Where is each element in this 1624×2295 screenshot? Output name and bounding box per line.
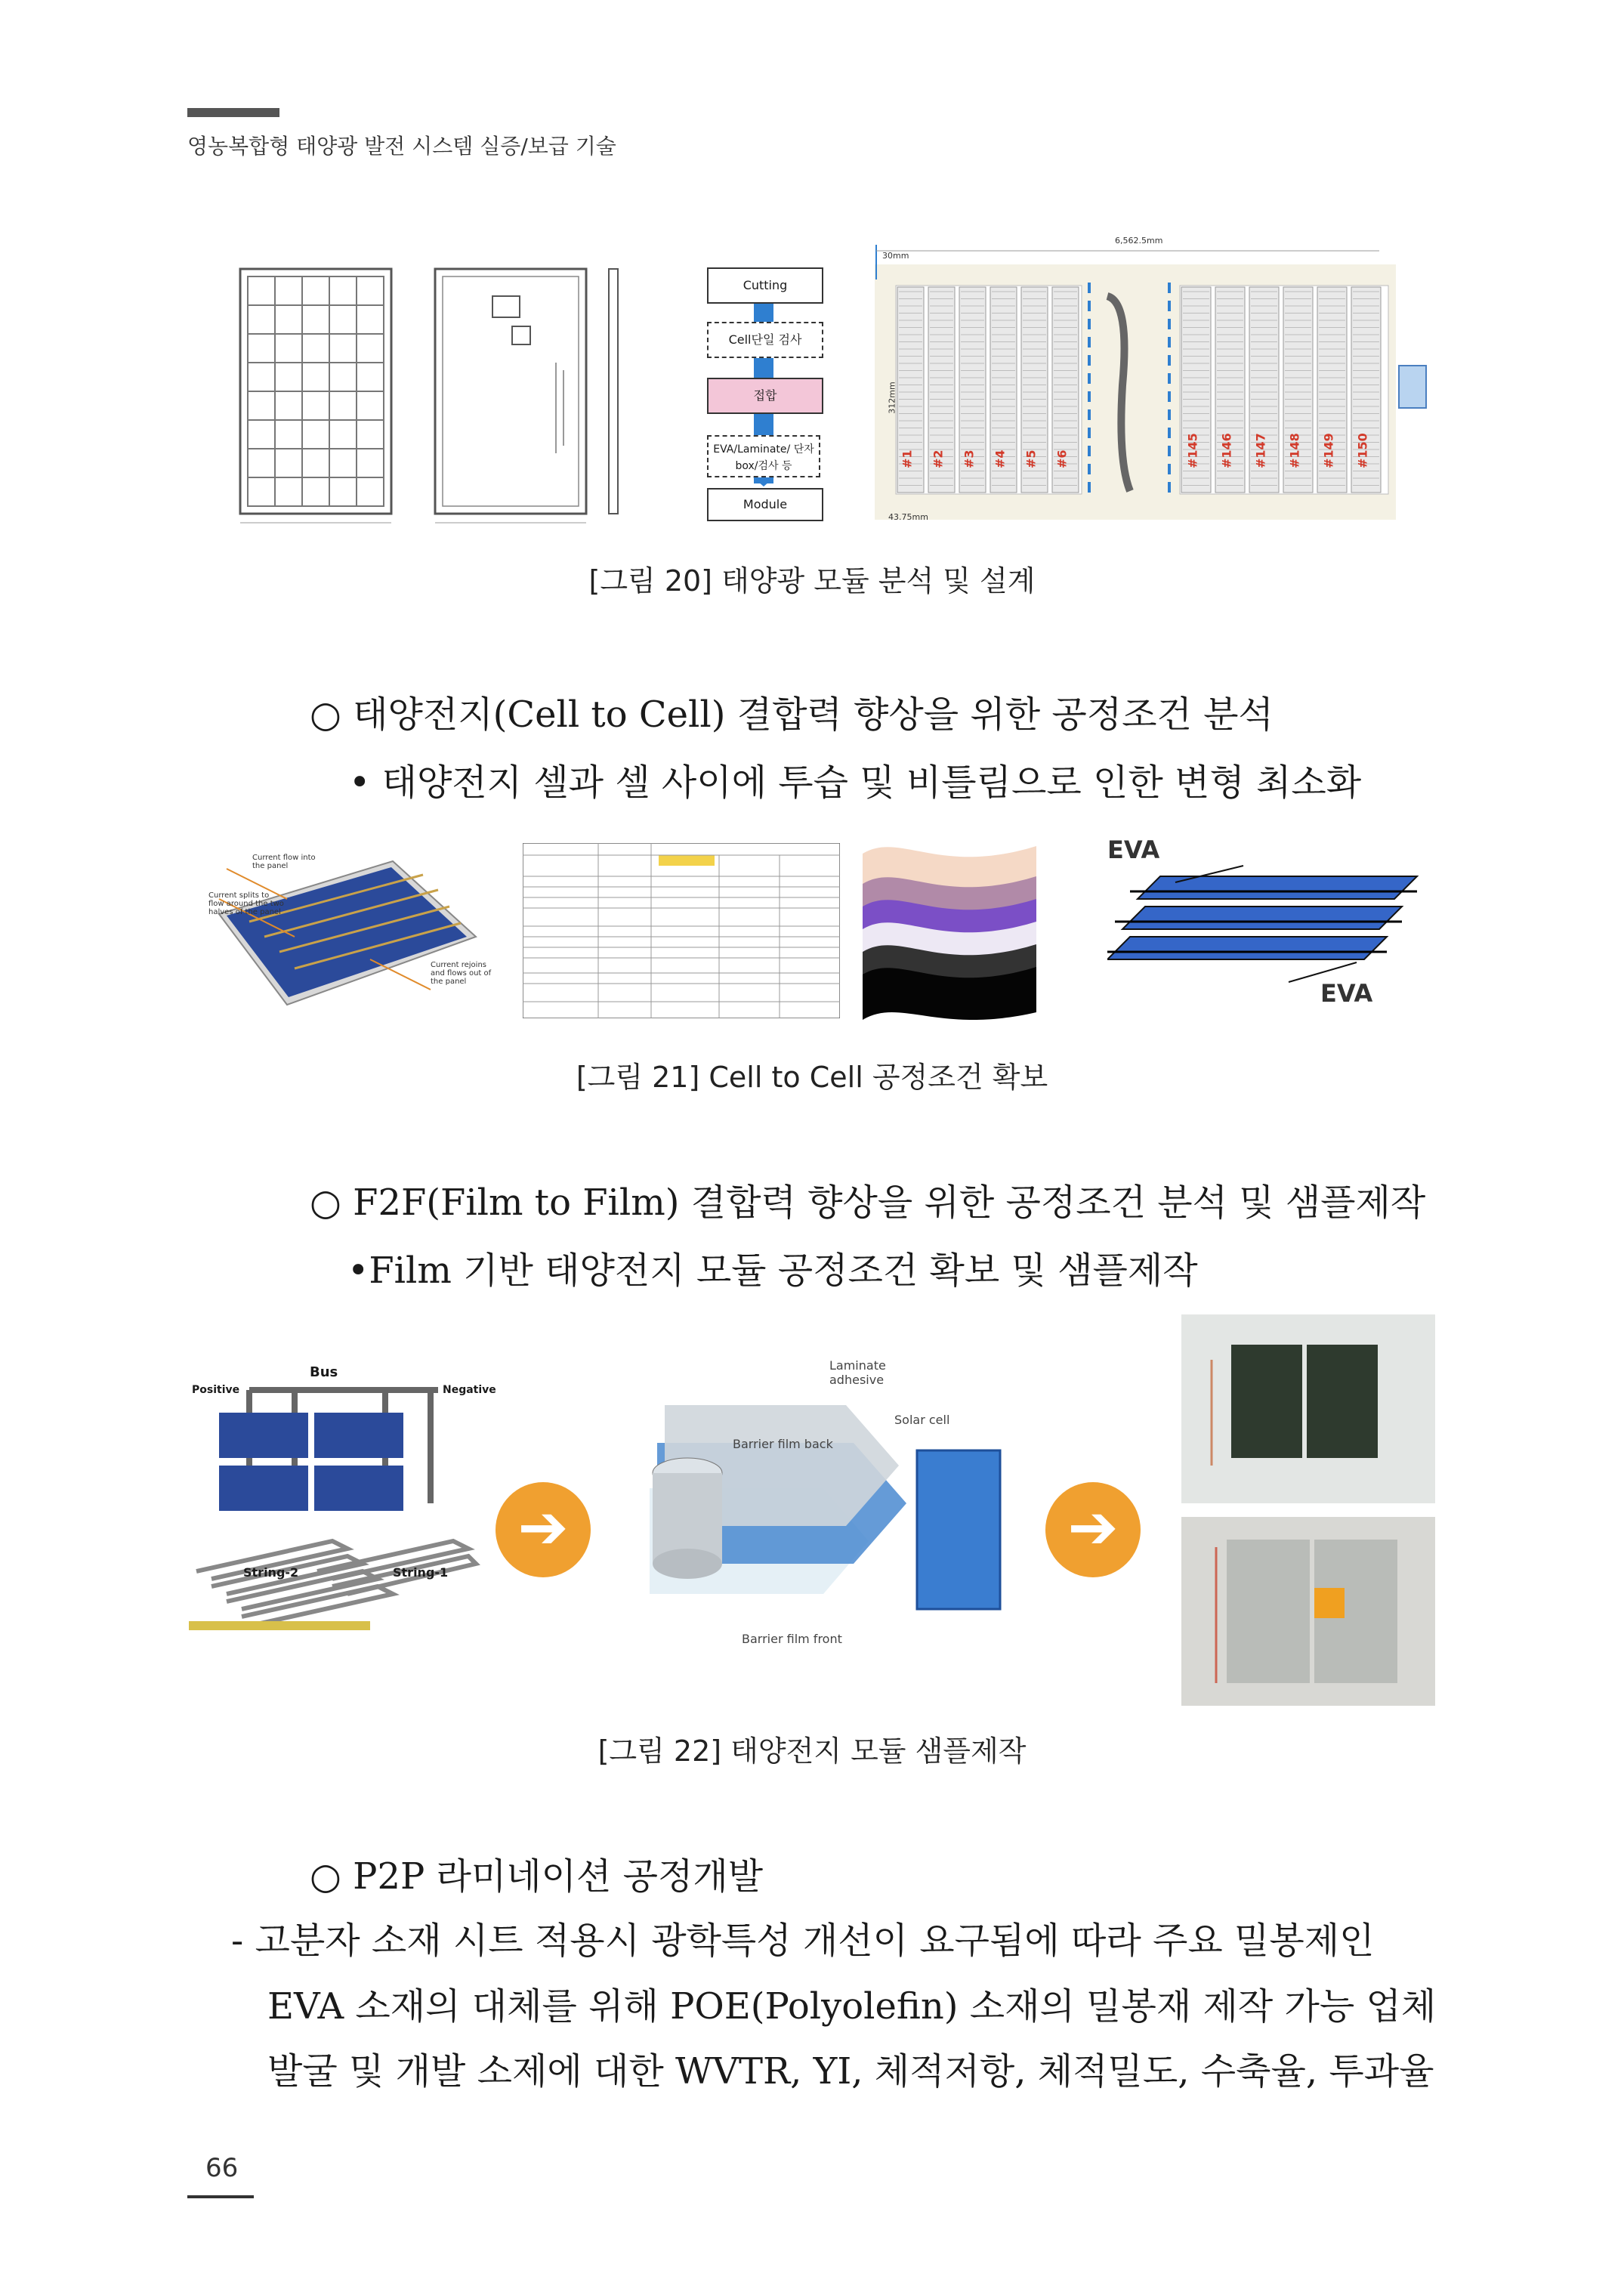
layout-cell-label: #6 (1054, 449, 1070, 468)
figure-20-caption: [그림 20] 태양광 모듈 분석 및 설계 (588, 564, 1036, 598)
eva-cell-string-image (1107, 861, 1425, 997)
section-3-para-line-1: - 고분자 소재 시트 적용시 광학특성 개선이 요구됨에 따라 주요 밀봉제인 (231, 1920, 1375, 1962)
bus-label: Bus (310, 1364, 338, 1380)
half-cell-panel-image (204, 839, 483, 1012)
arrow-right-icon: ➔ (1045, 1482, 1141, 1577)
section-3-heading: ○ P2P 라미네이션 공정개발 (310, 1855, 764, 1898)
layout-cell-label: #3 (962, 449, 977, 468)
section-2-bullet: •Film 기반 태양전지 모듈 공정조건 확보 및 샘플제작 (347, 1249, 1198, 1292)
layout-cell-label: #146 (1219, 433, 1234, 468)
dimension-top: 6,562.5mm (1115, 236, 1163, 246)
dimension-left: 30mm (882, 251, 909, 261)
lamination-diagram (619, 1398, 1012, 1647)
module-back-drawing (431, 257, 627, 529)
header-rule (187, 108, 279, 117)
sample-photo-light (1181, 1517, 1435, 1706)
layout-cell-label: #4 (993, 449, 1008, 468)
barrier-back-label: Barrier film back (733, 1437, 833, 1451)
figure-21-caption: [그림 21] Cell to Cell 공정조건 확보 (576, 1061, 1048, 1094)
flow-step-laminate: EVA/Laminate/ 단자 box/검사 등 (707, 435, 820, 477)
layout-cell-label: #149 (1321, 433, 1336, 468)
eva-spec-table-image (523, 843, 840, 1018)
laminate-label: Laminate adhesive (829, 1358, 886, 1387)
layout-cell-label: #5 (1023, 449, 1039, 468)
section-1-heading: ○ 태양전지(Cell to Cell) 결합력 향상을 위한 공정조건 분석 (310, 693, 1274, 736)
layout-cell-label: #145 (1185, 433, 1200, 468)
flow-step-cutting: Cutting (707, 267, 823, 304)
panel-label-out: Current rejoins and flows out of the panel (431, 961, 492, 986)
figure-21 (204, 831, 1465, 1020)
panel-label-in: Current flow into the panel (252, 854, 316, 870)
negative-label: Negative (443, 1384, 496, 1396)
dimension-height: 312mm (887, 381, 897, 414)
layout-cell-label: #2 (931, 449, 946, 468)
dimension-bottom: 43.75mm (888, 512, 928, 522)
eva-film-layers-image (855, 831, 1044, 1020)
solar-cell-label: Solar cell (894, 1413, 950, 1427)
section-1-bullet: • 태양전지 셀과 셀 사이에 투습 및 비틀림으로 인한 변형 최소화 (349, 761, 1362, 804)
flow-step-module: Module (707, 488, 823, 521)
eva-label-top: EVA (1107, 836, 1160, 864)
string-bus-diagram (181, 1360, 483, 1700)
running-header: 영농복합형 태양광 발전 시스템 실증/보급 기술 (187, 134, 616, 159)
figure-22 (181, 1314, 1443, 1707)
flow-step-bonding: 접합 (707, 378, 823, 414)
string-1-label: String-1 (393, 1565, 449, 1580)
section-3-para-line-3: 발굴 및 개발 소제에 대한 WVTR, YI, 체적저항, 체적밀도, 수축율, 투과율 (267, 2050, 1434, 2093)
process-flow (701, 260, 829, 524)
string-2-label: String-2 (243, 1565, 299, 1580)
layout-cell-label: #1 (900, 449, 915, 468)
positive-label: Positive (192, 1384, 240, 1396)
eva-label-bottom: EVA (1320, 979, 1373, 1008)
barrier-front-label: Barrier film front (742, 1632, 842, 1646)
panel-label-split: Current splits to flow around the two halves of the panel (208, 891, 284, 916)
section-2-heading: ○ F2F(Film to Film) 결합력 향상을 위한 공정조건 분석 및 샘플제작 (310, 1181, 1426, 1224)
layout-cell-label: #148 (1287, 433, 1302, 468)
module-front-drawing (227, 257, 408, 529)
figure-22-caption: [그림 22] 태양전지 모듈 샘플제작 (597, 1734, 1027, 1768)
footer-rule (187, 2195, 254, 2198)
figure-20 (227, 234, 1435, 529)
layout-cell-label: #147 (1253, 433, 1268, 468)
flow-step-inspection: Cell단일 검사 (707, 322, 823, 358)
page-number: 66 (205, 2153, 239, 2183)
section-3-para-line-2: EVA 소재의 대체를 위해 POE(Polyolefin) 소재의 밀봉재 제작 가능 업체 (267, 1985, 1437, 2028)
string-layout (866, 234, 1432, 529)
arrow-right-icon: ➔ (496, 1482, 591, 1577)
sample-photo-dark (1181, 1314, 1435, 1503)
layout-cell-label: #150 (1355, 433, 1370, 468)
